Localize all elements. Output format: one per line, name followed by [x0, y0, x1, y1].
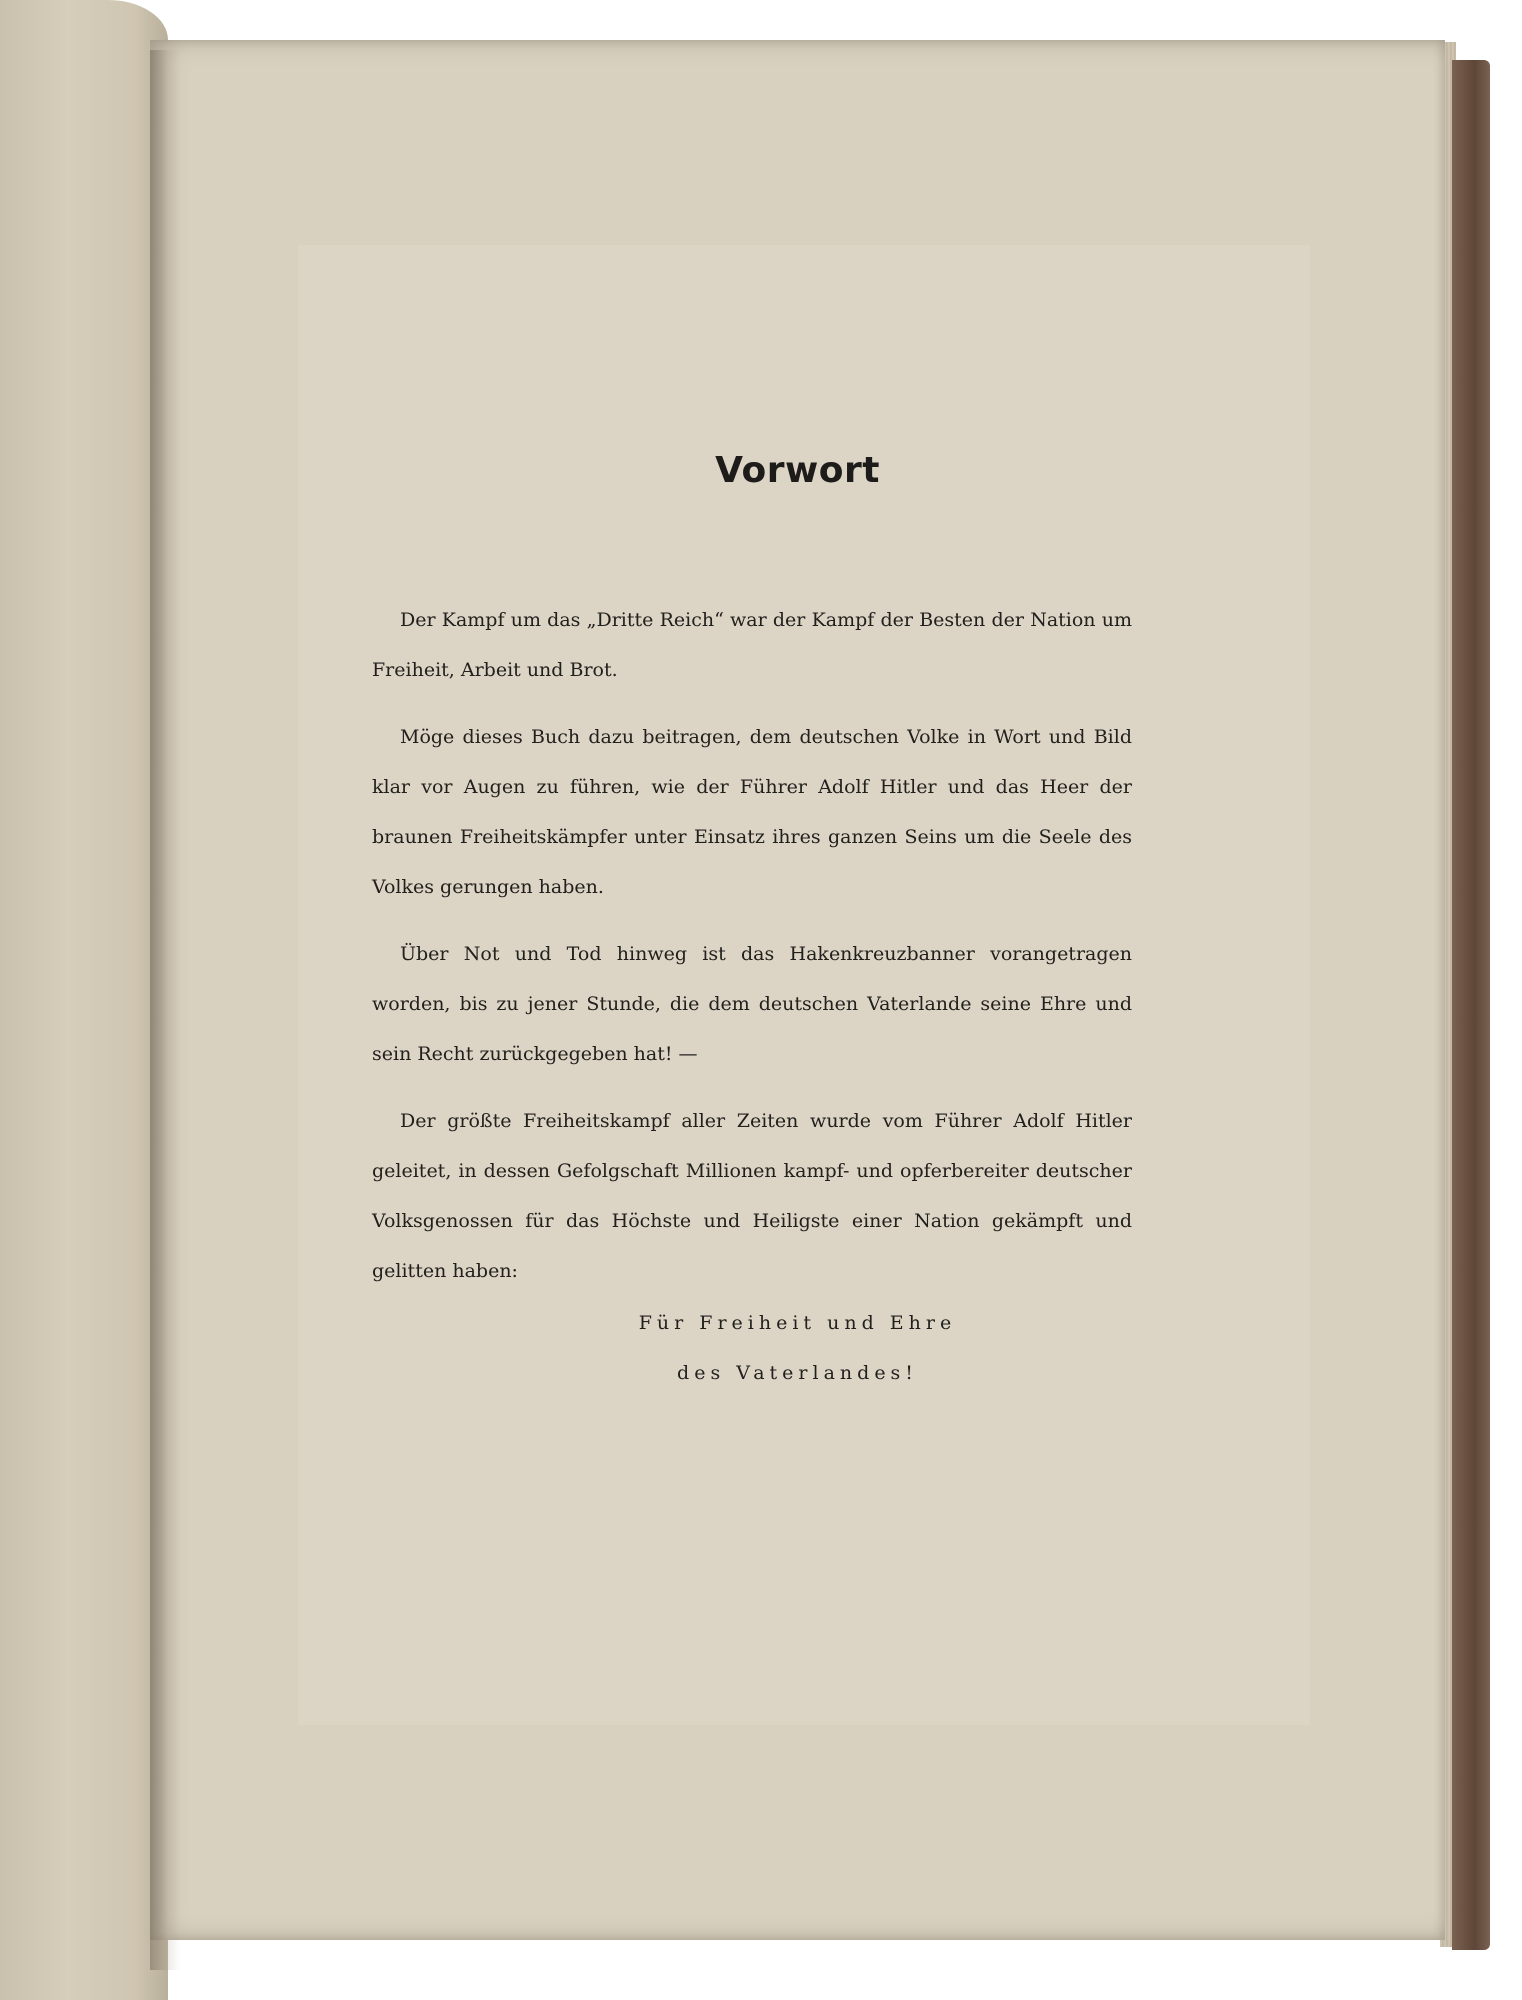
- page-title: Vorwort: [715, 450, 880, 491]
- paragraph: Möge dieses Buch dazu beitragen, dem deutschen Volke in Wort und Bild klar vor Augen zu führen, wie der Führer Adolf Hitler und das Heer der braunen Freiheitskämpfer unter Einsatz ihres ganzen Seins um die Seele des Volkes gerungen haben.: [372, 726, 1132, 898]
- paragraph: Über Not und Tod hinweg ist das Hakenkreuzbanner vorangetragen worden, bis zu jener Stunde, die dem deutschen Vaterlande seine Ehre und sein Recht zurückgegeben hat! —: [372, 943, 1132, 1065]
- closing-line: des Vaterlandes!: [677, 1362, 918, 1384]
- right-page: [150, 40, 1445, 1940]
- paragraph: Der Kampf um das „Dritte Reich“ war der Kampf der Besten der Nation um Freiheit, Arbeit und Brot.: [372, 609, 1132, 681]
- closing-motto: [150, 1298, 1445, 1398]
- closing-line: Für Freiheit und Ehre: [638, 1312, 957, 1334]
- book-cover-edge: [1452, 60, 1490, 1950]
- left-page: [0, 0, 168, 2000]
- body-text: [372, 595, 1132, 1313]
- book-gutter: [150, 50, 180, 1970]
- paragraph: Der größte Freiheitskampf aller Zeiten wurde vom Führer Adolf Hitler geleitet, in dessen Gefolgschaft Millionen kampf- und opferbereiter deutscher Volksgenossen für das Höchste und Heiligste einer Nation gekämpft und gelitten haben:: [372, 1110, 1132, 1282]
